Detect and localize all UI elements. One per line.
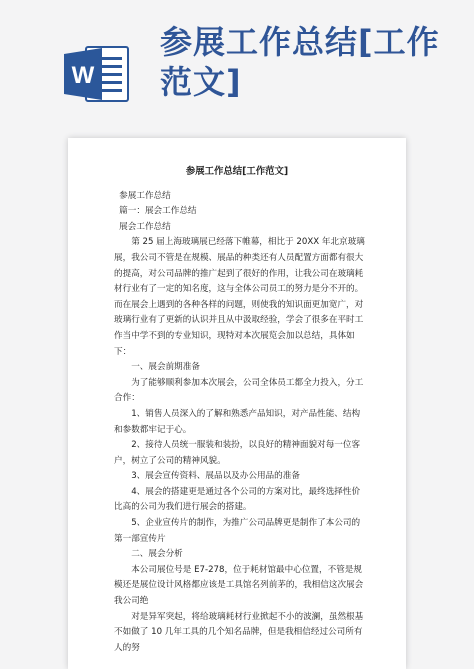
doc-paragraph: 参展工作总结 bbox=[119, 190, 171, 201]
document-title: 参展工作总结[工作范文] bbox=[185, 166, 289, 177]
doc-list-item: 4、展会的搭建更是通过各个公司的方案对比，最终选择性价比高的公司为我们进行展会的搭建。 bbox=[114, 486, 361, 513]
doc-paragraph: 本公司展位号是 E7-278，位于耗材馆最中心位置，不管是规模还是展位设计风格都应该是工具馆名列前茅的，我相信这次展会我公司绝 bbox=[114, 564, 364, 607]
document-page bbox=[68, 138, 406, 669]
banner-title: 参展工作总结[工作范文] bbox=[160, 23, 440, 101]
doc-list-item: 5、企业宣传片的制作，为推广公司品牌更是制作了本公司的第一部宣传片 bbox=[114, 518, 361, 544]
doc-paragraph: 第 25 届上海玻璃展已经落下帷幕，相比于 20XX 年北京玻璃展，我公司不管是在规模、展品的种类还有人员配置方面都有很大的提高，对公司品牌的推广起到了很好的作用，让我公司在玻璃耗材行业有了一定的知名度，这与全体公司员工的努力是分不开的。而在展会上遇到的各种各样的问题，则使我的知识面更加宽广，对玻璃行业有了更新的认识并且从中汲取经验，学会了很多在平时工作当中学不到的专业知识，现特对本次展览会加以总结，具体如下： bbox=[114, 237, 365, 357]
doc-paragraph: 展会工作总结 bbox=[119, 221, 171, 232]
doc-list-item: 2、接待人员统一服装和装扮，以良好的精神面貌对每一位客户，树立了公司的精神风貌。 bbox=[114, 440, 361, 466]
doc-section-heading: 一、展会前期准备 bbox=[131, 362, 200, 373]
doc-paragraph: 为了能够顺利参加本次展会，公司全体员工都全力投入，分工合作： bbox=[114, 377, 364, 404]
word-icon-letter: W bbox=[71, 62, 95, 89]
doc-paragraph: 对是异军突起，将给玻璃耗材行业掀起不小的波澜，虽然根基不如做了 10 几年工具的几个知名品牌，但是我相信经过公司所有人的努 bbox=[114, 611, 364, 653]
doc-list-item: 1、销售人员深入的了解和熟悉产品知识，对产品性能、结构和参数都牢记于心。 bbox=[114, 408, 361, 435]
doc-paragraph: 篇一：展会工作总结 bbox=[119, 206, 197, 217]
doc-list-item: 3、展会宣传资料、展品以及办公用品的准备 bbox=[131, 471, 300, 482]
word-document-icon bbox=[62, 45, 132, 103]
document-body bbox=[114, 164, 366, 656]
header-banner bbox=[0, 0, 474, 130]
doc-section-heading: 二、展会分析 bbox=[131, 549, 183, 560]
